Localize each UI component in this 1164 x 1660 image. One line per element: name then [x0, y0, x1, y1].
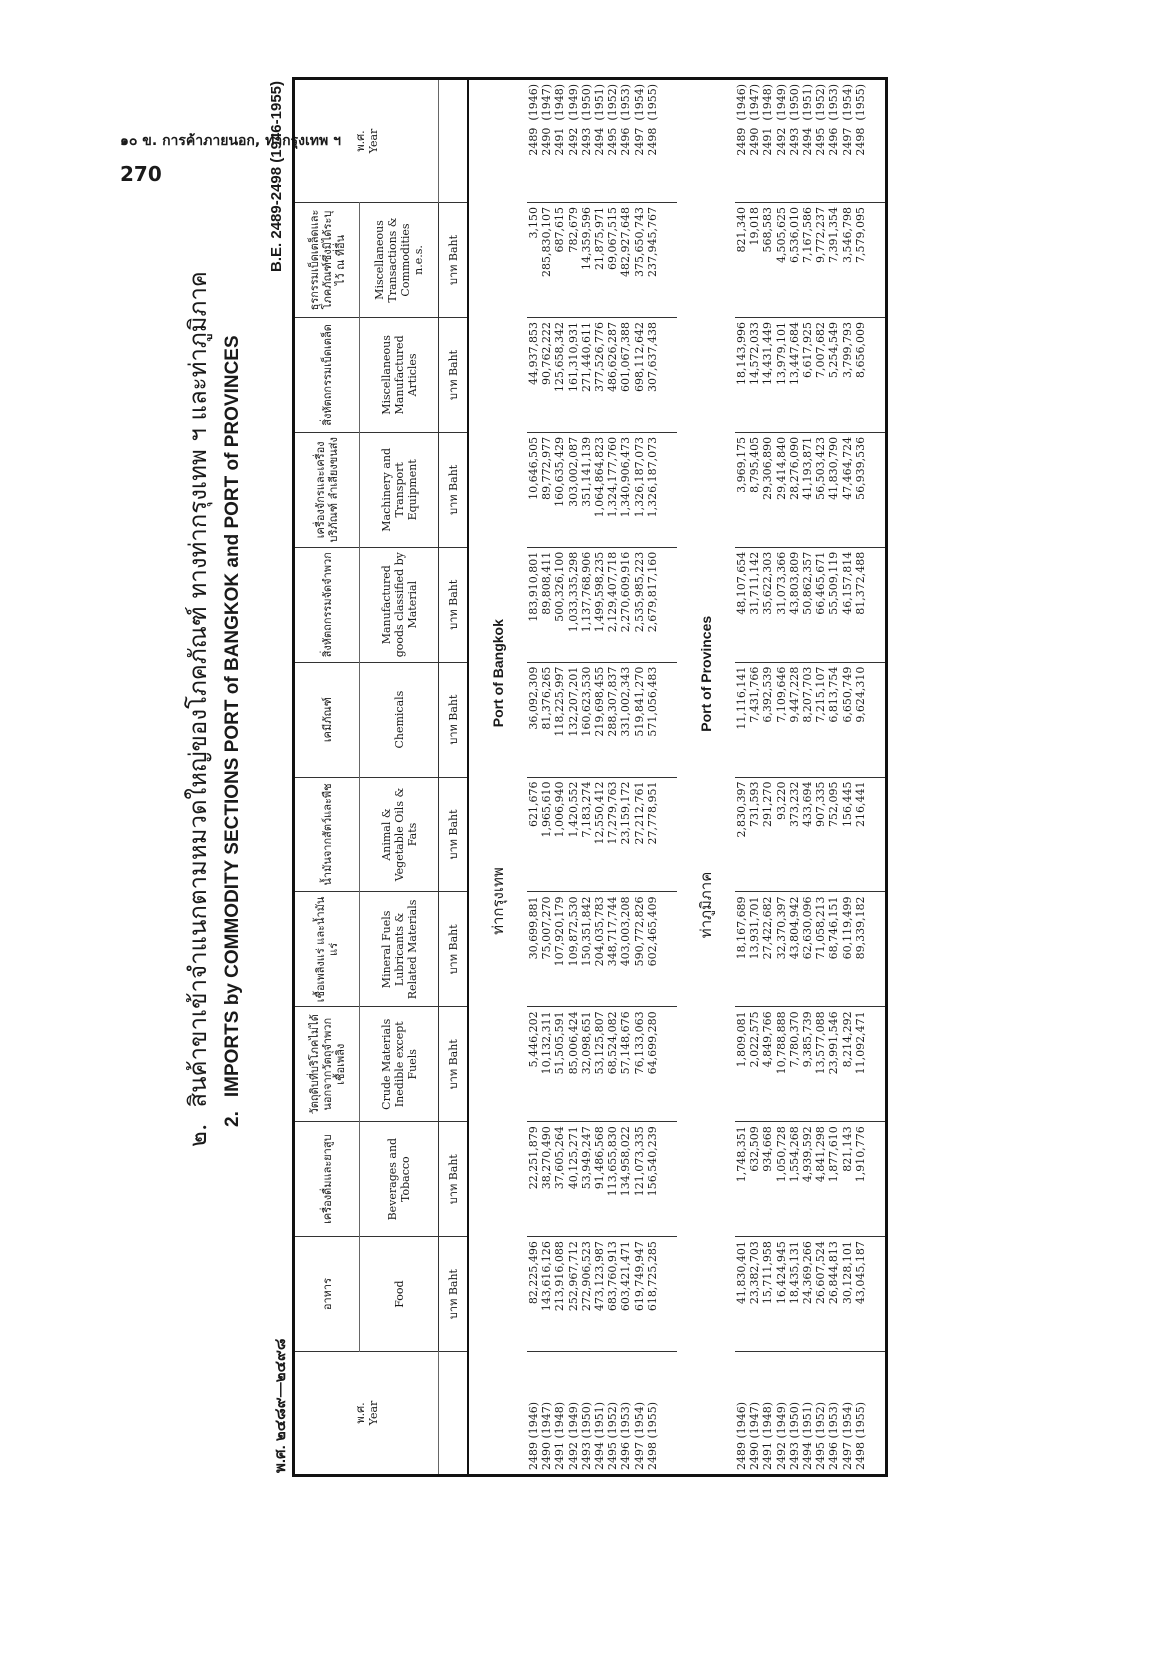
unit-label: บาท Baht	[439, 203, 469, 318]
col-header-en: Mineral Fuels Lubricants & Related Materials	[360, 892, 439, 1007]
value-column: 36,092,309 81,376,265 118,225,997 132,207,201 160,623,530 219,698,455 288,307,837 331,002,343 519,841,270 571,056,483	[527, 662, 677, 777]
title-thai: สินค้าขาเข้าจำแนกตามหมวดใหญ่ของโภคภัณฑ์ ทางท่ากรุงเทพ ฯ และท่าภูมิภาค	[184, 271, 212, 1108]
unit-label: บาท Baht	[439, 662, 469, 777]
page-number: 270	[120, 162, 162, 186]
year-header-right	[294, 79, 439, 203]
col-header-en: Miscellaneous Manufactured Articles	[360, 317, 439, 432]
col-header-en: Food	[360, 1237, 439, 1352]
section-name-thai: ท่ากรุงเทพ	[489, 867, 507, 935]
value-column: 5,446,202 10,132,311 51,505,591 85,006,424 32,098,651 53,125,807 68,524,082 57,148,676 76,133,063 64,699,280	[527, 1007, 677, 1122]
table-body	[468, 79, 887, 1476]
value-column: 11,116,141 7,431,766 6,392,539 7,109,646 9,447,228 8,207,703 7,215,107 6,813,754 6,650,749 9,624,310	[735, 662, 887, 777]
col-header-thai: เครื่องดื่มและยาสูบ	[294, 1122, 360, 1237]
unit-label: บาท Baht	[439, 432, 469, 547]
unit-label: บาท Baht	[439, 777, 469, 892]
col-header-thai: เครื่องจักรและเครื่องบริภัณฑ์ ลำเลียงขนส่ง	[294, 432, 360, 547]
imports-table	[292, 77, 888, 1477]
table-number-thai: ๒.	[184, 1123, 212, 1147]
rotated-table-block	[178, 77, 928, 1477]
col-header-en: Miscellaneous Transactions & Commodities n.e.s.	[360, 203, 439, 318]
value-column: 22,251,879 38,270,490 37,605,264 40,125,271 53,949,247 91,486,568 113,655,830 134,958,022 121,073,335 156,540,239	[527, 1122, 677, 1237]
col-header-en: Beverages and Tobacco	[360, 1122, 439, 1237]
unit-label: บาท Baht	[439, 1007, 469, 1122]
section-name-en: Port of Provinces	[698, 615, 714, 732]
header-row-thai	[294, 79, 360, 1476]
value-column: 10,646,505 89,772,977 160,635,429 303,002,087 351,141,139 1,064,864,823 1,324,177,760 1,340,906,473 1,326,187,073 1,326,187,073	[527, 432, 677, 547]
unit-label: บาท Baht	[439, 892, 469, 1007]
unit-spacer	[439, 79, 469, 203]
unit-label: บาท Baht	[439, 547, 469, 662]
col-header-thai: เคมีภัณฑ์	[294, 662, 360, 777]
col-header-en: Manufactured goods classified by Material	[360, 547, 439, 662]
year-header-thai: พ.ศ.	[353, 130, 367, 152]
unit-label: บาท Baht	[439, 1122, 469, 1237]
year-list-right: 2489 (1946) 2490 (1947) 2491 (1948) 2492 (1949) 2493 (1950) 2494 (1951) 2495 (1952) 2496 (1953) 2497 (1954) 2498 (1955)	[735, 79, 887, 203]
section-heading	[468, 79, 527, 1476]
section-heading-row	[468, 79, 527, 1476]
col-header-thai: สิ่งหัตถกรรมจัดจำพวก	[294, 547, 360, 662]
col-header-thai: น้ำมันจากสัตว์และพืช	[294, 777, 360, 892]
year-header-en: Year	[366, 1400, 380, 1426]
year-header-left	[294, 1352, 439, 1476]
year-list-right: 2489 (1946) 2490 (1947) 2491 (1948) 2492 (1949) 2493 (1950) 2494 (1951) 2495 (1952) 2496 (1953) 2497 (1954) 2498 (1955)	[527, 79, 677, 203]
col-header-en: Animal & Vegetable Oils & Fats	[360, 777, 439, 892]
year-header-thai: พ.ศ.	[353, 1402, 367, 1424]
col-header-thai: เชื้อเพลิงแร่ และน้ำมันแร่	[294, 892, 360, 1007]
col-header-thai: วัตถุดิบที่บริโภคไม่ได้นอกจากวัตถุจำพวกเชื้อเพลิง	[294, 1007, 360, 1122]
value-column: 82,225,496 143,616,126 213,916,088 252,967,712 272,906,523 473,123,987 683,760,913 603,421,471 619,749,947 618,725,285	[527, 1237, 677, 1352]
section-data-row	[527, 79, 677, 1476]
header-row-en	[360, 79, 439, 1476]
unit-spacer	[439, 1352, 469, 1476]
value-column: 183,910,801 89,808,411 500,326,100 1,033,335,298 1,137,768,906 1,499,598,235 2,129,407,718 2,270,609,916 2,535,985,223 2,679,817,160	[527, 547, 677, 662]
value-column: 18,143,996 14,572,033 14,431,449 13,979,101 13,447,684 6,617,925 7,007,682 5,254,549 3,799,793 8,656,009	[735, 317, 887, 432]
col-header-thai: อาหาร	[294, 1237, 360, 1352]
section-name-thai: ท่าภูมิภาค	[697, 871, 715, 939]
col-header-en: Crude Materials Inedible except Fuels	[360, 1007, 439, 1122]
header-row-unit	[439, 79, 469, 1476]
value-column: 3,969,175 8,795,405 29,306,890 29,414,840 28,276,090 41,193,871 56,503,423 41,830,790 47,464,724 56,939,536	[735, 432, 887, 547]
value-column: 821,340 19,018 568,583 4,505,625 6,536,010 7,167,586 9,772,237 7,391,354 3,546,798 7,579,095	[735, 203, 887, 318]
value-column: 2,830,397 731,593 291,270 93,220 373,232 433,694 907,335 752,095 156,445 216,441	[735, 777, 887, 892]
value-column: 1,748,351 632,509 934,668 1,050,728 1,554,268 4,939,592 4,841,298 1,877,610 821,143 1,910,776	[735, 1122, 887, 1237]
value-column: 30,699,881 75,007,270 107,920,179 109,872,530 150,351,842 204,035,783 348,717,744 403,003,208 590,772,826 602,465,409	[527, 892, 677, 1007]
year-header-en: Year	[366, 128, 380, 154]
col-header-thai: สิ่งหัตถกรรมเบ็ดเตล็ด	[294, 317, 360, 432]
col-header-thai: ธุรกรรมเบ็ดเตล็ดและโภคภัณฑ์ซึ่งมิได้ระบุไว้ ณ ที่อื่น	[294, 203, 360, 318]
section-heading	[677, 79, 735, 1476]
value-column: 3,150 285,830,107 687,615 782,679 14,359,596 21,875,971 69,067,515 482,927,648 375,650,743 237,945,767	[527, 203, 677, 318]
section-name-en: Port of Bangkok	[490, 619, 506, 728]
col-header-en: Machinery and Transport Equipment	[360, 432, 439, 547]
section-data-row	[735, 79, 887, 1476]
range-en: B.E. 2489-2498 (1946-1955)	[268, 81, 285, 272]
value-column: 44,937,853 90,762,222 125,658,342 161,310,931 271,440,611 377,526,776 486,626,287 601,067,388 698,112,642 307,637,438	[527, 317, 677, 432]
title-en: IMPORTS by COMMODITY SECTIONS PORT of BANGKOK and PORT of PROVINCES	[222, 335, 243, 1098]
unit-label: บาท Baht	[439, 1237, 469, 1352]
range-row	[268, 77, 292, 1477]
value-column: 621,676 1,965,610 1,006,940 1,420,552 7,183,274 12,550,412 17,279,763 23,159,172 27,212,761 27,778,951	[527, 777, 677, 892]
value-column: 41,830,401 23,382,703 15,711,958 16,424,945 18,435,131 24,369,266 26,607,524 26,844,813 30,128,101 43,045,187	[735, 1237, 887, 1352]
range-thai: พ.ศ. ๒๔๘๙—๒๔๙๘	[272, 1338, 289, 1473]
title-en-row	[222, 77, 252, 1477]
value-column: 18,167,689 13,931,701 27,422,682 32,370,397 43,804,942 62,630,096 71,058,213 68,746,151 60,119,499 89,339,182	[735, 892, 887, 1007]
col-header-en: Chemicals	[360, 662, 439, 777]
year-list-left: 2489 (1946) 2490 (1947) 2491 (1948) 2492 (1949) 2493 (1950) 2494 (1951) 2495 (1952) 2496 (1953) 2497 (1954) 2498 (1955)	[527, 1352, 677, 1476]
section-heading-row	[677, 79, 735, 1476]
unit-label: บาท Baht	[439, 317, 469, 432]
value-column: 1,809,081 2,022,575 4,849,766 10,788,888 7,780,370 9,385,739 13,577,088 23,991,546 8,214,292 11,092,471	[735, 1007, 887, 1122]
table-number-en: 2.	[222, 1111, 243, 1127]
title-thai-row	[178, 77, 214, 1477]
year-list-left: 2489 (1946) 2490 (1947) 2491 (1948) 2492 (1949) 2493 (1950) 2494 (1951) 2495 (1952) 2496 (1953) 2497 (1954) 2498 (1955)	[735, 1352, 887, 1476]
running-head: ๑๐ ข. การค้าภายนอก, ท่ากรุงเทพ ฯ	[120, 133, 341, 149]
value-column: 48,107,654 31,711,142 35,622,303 31,073,366 43,803,809 50,862,357 66,465,671 55,509,119 46,157,814 81,372,488	[735, 547, 887, 662]
